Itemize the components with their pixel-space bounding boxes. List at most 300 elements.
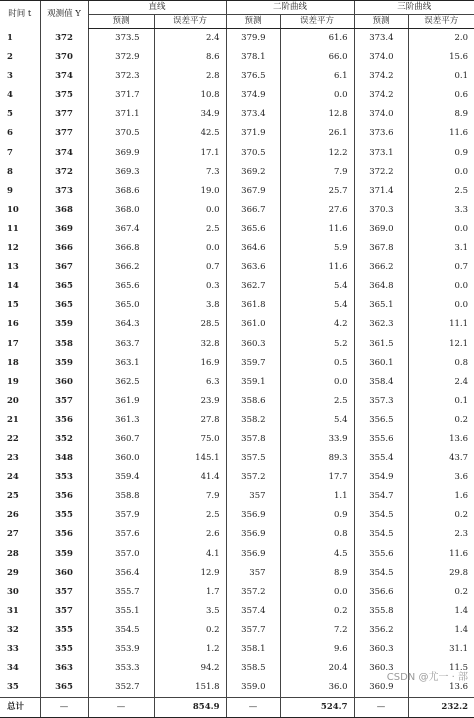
table-row — [0, 163, 474, 182]
cell-observed: 359 — [40, 354, 88, 373]
cell-err-cubic: 2.4 — [408, 373, 474, 392]
cell-err-linear: 151.8 — [154, 678, 226, 698]
cell-pred-quadratic: 357.8 — [226, 430, 280, 449]
cell-pred-linear: 357.0 — [88, 545, 154, 564]
cell-observed: 366 — [40, 239, 88, 258]
cell-pred-linear: 354.5 — [88, 621, 154, 640]
cell-err-quadratic: 7.9 — [280, 163, 354, 182]
cell-pred-cubic: 355.8 — [354, 602, 408, 621]
cell-err-cubic: 0.9 — [408, 144, 474, 163]
cell-err-linear: 1.7 — [154, 583, 226, 602]
cell-err-cubic: 11.6 — [408, 124, 474, 143]
cell-err-quadratic: 5.4 — [280, 296, 354, 315]
header-observed: 观测值 Y — [40, 1, 88, 29]
cell-err-cubic: 3.1 — [408, 239, 474, 258]
cell-err-quadratic: 0.8 — [280, 525, 354, 544]
cell-pred-quadratic: 358.1 — [226, 640, 280, 659]
cell-time: 26 — [7, 510, 19, 521]
cell-err-quadratic: 0.2 — [280, 602, 354, 621]
cell-err-quadratic: 11.6 — [280, 220, 354, 239]
cell-err-linear: 3.8 — [154, 296, 226, 315]
cell-err-quadratic: 0.0 — [280, 583, 354, 602]
cell-err-cubic: 12.1 — [408, 335, 474, 354]
cell-pred-linear: 362.5 — [88, 373, 154, 392]
cell-observed: 359 — [40, 315, 88, 334]
cell-pred-cubic: 365.1 — [354, 296, 408, 315]
cell-observed: 355 — [40, 506, 88, 525]
cell-time: 1 — [7, 32, 13, 43]
cell-pred-cubic: 356.2 — [354, 621, 408, 640]
table-row — [0, 449, 474, 468]
cell-time: 31 — [7, 605, 19, 616]
cell-observed: 372 — [40, 29, 88, 49]
cell-err-linear: 7.3 — [154, 163, 226, 182]
cell-err-linear: 2.5 — [154, 220, 226, 239]
cell-err-cubic: 0.0 — [408, 163, 474, 182]
cell-pred-quadratic: 358.6 — [226, 392, 280, 411]
total-dash-pred-linear: — — [88, 698, 154, 718]
table-row — [0, 277, 474, 296]
cell-pred-linear: 360.7 — [88, 430, 154, 449]
cell-err-linear: 16.9 — [154, 354, 226, 373]
table-row — [0, 640, 474, 659]
cell-err-linear: 8.6 — [154, 48, 226, 67]
cell-err-quadratic: 20.4 — [280, 659, 354, 678]
cell-pred-linear: 372.9 — [88, 48, 154, 67]
cell-pred-cubic: 373.1 — [354, 144, 408, 163]
cell-time: 7 — [7, 147, 13, 158]
table-row — [0, 258, 474, 277]
table-row — [0, 583, 474, 602]
cell-time: 4 — [7, 90, 13, 101]
cell-pred-cubic: 354.5 — [354, 525, 408, 544]
cell-pred-quadratic: 365.6 — [226, 220, 280, 239]
cell-time: 14 — [7, 281, 19, 292]
cell-err-cubic: 0.0 — [408, 220, 474, 239]
cell-observed: 374 — [40, 144, 88, 163]
table-header — [0, 1, 474, 29]
cell-pred-cubic: 356.6 — [354, 583, 408, 602]
cell-err-linear: 0.3 — [154, 277, 226, 296]
table-row — [0, 468, 474, 487]
watermark: CSDN @尤一 · 部 — [386, 672, 468, 683]
cell-pred-linear: 369.3 — [88, 163, 154, 182]
cell-pred-quadratic: 357.5 — [226, 449, 280, 468]
table-row — [0, 29, 474, 49]
cell-observed: 356 — [40, 411, 88, 430]
cell-pred-linear: 372.3 — [88, 67, 154, 86]
table-row — [0, 602, 474, 621]
cell-time: 8 — [7, 166, 13, 177]
cell-observed: 365 — [40, 678, 88, 698]
cell-err-linear: 19.0 — [154, 182, 226, 201]
cell-pred-cubic: 367.8 — [354, 239, 408, 258]
cell-pred-cubic: 355.6 — [354, 430, 408, 449]
cell-err-cubic: 11.5 — [408, 659, 474, 678]
cell-pred-linear: 357.9 — [88, 506, 154, 525]
cell-err-cubic: 2.5 — [408, 182, 474, 201]
cell-err-quadratic: 0.9 — [280, 506, 354, 525]
cell-err-quadratic: 33.9 — [280, 430, 354, 449]
cell-err-linear: 3.5 — [154, 602, 226, 621]
table-row — [0, 525, 474, 544]
cell-time: 30 — [7, 586, 19, 597]
cell-err-cubic: 3.3 — [408, 201, 474, 220]
table-body — [0, 29, 474, 718]
cell-err-linear: 7.9 — [154, 487, 226, 506]
cell-pred-linear: 363.7 — [88, 335, 154, 354]
cell-err-quadratic: 4.5 — [280, 545, 354, 564]
cell-err-cubic: 0.6 — [408, 86, 474, 105]
cell-err-linear: 2.4 — [154, 29, 226, 49]
cell-pred-linear: 355.1 — [88, 602, 154, 621]
cell-err-quadratic: 5.4 — [280, 411, 354, 430]
table-row — [0, 144, 474, 163]
cell-pred-cubic: 355.6 — [354, 545, 408, 564]
cell-pred-linear: 353.9 — [88, 640, 154, 659]
cell-pred-quadratic: 378.1 — [226, 48, 280, 67]
table-row — [0, 487, 474, 506]
header-pred-linear: 预测 — [88, 15, 154, 29]
cell-err-linear: 6.3 — [154, 373, 226, 392]
cell-pred-cubic: 364.8 — [354, 277, 408, 296]
total-err-quadratic: 524.7 — [280, 698, 354, 718]
cell-err-quadratic: 2.5 — [280, 392, 354, 411]
header-pred-quadratic: 预测 — [226, 15, 280, 29]
cell-err-cubic: 0.0 — [408, 296, 474, 315]
header-err-cubic: 误差平方 — [408, 15, 474, 29]
cell-err-quadratic: 25.7 — [280, 182, 354, 201]
table-row — [0, 67, 474, 86]
cell-err-cubic: 0.2 — [408, 411, 474, 430]
header-group-linear: 直线 — [88, 1, 226, 15]
cell-time: 28 — [7, 548, 19, 559]
header-err-quadratic: 误差平方 — [280, 15, 354, 29]
header-err-linear: 误差平方 — [154, 15, 226, 29]
cell-err-cubic: 11.1 — [408, 315, 474, 334]
cell-err-cubic: 31.1 — [408, 640, 474, 659]
cell-pred-quadratic: 358.2 — [226, 411, 280, 430]
cell-observed: 365 — [40, 277, 88, 296]
cell-observed: 369 — [40, 220, 88, 239]
table-row — [0, 239, 474, 258]
cell-pred-quadratic: 363.6 — [226, 258, 280, 277]
cell-err-cubic: 1.4 — [408, 602, 474, 621]
cell-pred-cubic: 354.5 — [354, 506, 408, 525]
cell-pred-cubic: 354.9 — [354, 468, 408, 487]
cell-pred-quadratic: 357.7 — [226, 621, 280, 640]
cell-observed: 355 — [40, 621, 88, 640]
cell-observed: 372 — [40, 163, 88, 182]
cell-pred-cubic: 373.6 — [354, 124, 408, 143]
cell-err-quadratic: 5.2 — [280, 335, 354, 354]
cell-err-cubic: 1.6 — [408, 487, 474, 506]
cell-err-cubic: 2.0 — [408, 29, 474, 49]
table-row — [0, 354, 474, 373]
cell-pred-cubic: 374.0 — [354, 105, 408, 124]
cell-time: 34 — [7, 663, 19, 674]
header-group-cubic: 三阶曲线 — [354, 1, 474, 15]
cell-pred-quadratic: 359.0 — [226, 678, 280, 698]
cell-time: 13 — [7, 262, 19, 273]
cell-err-linear: 17.1 — [154, 144, 226, 163]
cell-pred-linear: 355.7 — [88, 583, 154, 602]
cell-err-linear: 34.9 — [154, 105, 226, 124]
cell-err-cubic: 1.4 — [408, 621, 474, 640]
cell-observed: 357 — [40, 392, 88, 411]
cell-pred-cubic: 361.5 — [354, 335, 408, 354]
cell-pred-quadratic: 366.7 — [226, 201, 280, 220]
cell-err-linear: 10.8 — [154, 86, 226, 105]
cell-observed: 352 — [40, 430, 88, 449]
cell-err-cubic: 15.6 — [408, 48, 474, 67]
cell-pred-cubic: 360.3 — [354, 659, 408, 678]
cell-err-linear: 27.8 — [154, 411, 226, 430]
cell-observed: 363 — [40, 659, 88, 678]
cell-observed: 367 — [40, 258, 88, 277]
cell-err-cubic: 43.7 — [408, 449, 474, 468]
cell-pred-quadratic: 362.7 — [226, 277, 280, 296]
table-row — [0, 315, 474, 334]
cell-err-cubic: 29.8 — [408, 564, 474, 583]
cell-pred-cubic: 360.1 — [354, 354, 408, 373]
cell-pred-cubic: 370.3 — [354, 201, 408, 220]
cell-time: 24 — [7, 472, 19, 483]
cell-pred-linear: 371.1 — [88, 105, 154, 124]
cell-observed: 377 — [40, 105, 88, 124]
cell-pred-quadratic: 369.2 — [226, 163, 280, 182]
table-row — [0, 621, 474, 640]
cell-err-linear: 12.9 — [154, 564, 226, 583]
cell-time: 19 — [7, 376, 19, 387]
cell-err-quadratic: 11.6 — [280, 258, 354, 277]
cell-observed: 374 — [40, 67, 88, 86]
cell-err-cubic: 0.0 — [408, 277, 474, 296]
cell-err-linear: 0.0 — [154, 201, 226, 220]
table-row — [0, 296, 474, 315]
cell-time: 29 — [7, 567, 19, 578]
cell-pred-linear: 360.0 — [88, 449, 154, 468]
cell-pred-quadratic: 361.0 — [226, 315, 280, 334]
cell-pred-linear: 369.9 — [88, 144, 154, 163]
cell-time: 9 — [7, 185, 13, 196]
cell-err-quadratic: 5.4 — [280, 277, 354, 296]
table-row — [0, 48, 474, 67]
cell-observed: 359 — [40, 545, 88, 564]
cell-pred-linear: 352.7 — [88, 678, 154, 698]
table-row — [0, 373, 474, 392]
cell-pred-linear: 371.7 — [88, 86, 154, 105]
cell-observed: 358 — [40, 335, 88, 354]
total-row — [0, 698, 474, 718]
cell-pred-quadratic: 357.2 — [226, 583, 280, 602]
cell-err-linear: 0.7 — [154, 258, 226, 277]
cell-time: 12 — [7, 243, 19, 254]
cell-pred-quadratic: 356.9 — [226, 506, 280, 525]
cell-pred-cubic: 360.3 — [354, 640, 408, 659]
cell-pred-linear: 365.0 — [88, 296, 154, 315]
cell-err-linear: 2.6 — [154, 525, 226, 544]
cell-pred-linear: 368.6 — [88, 182, 154, 201]
cell-err-linear: 2.5 — [154, 506, 226, 525]
cell-pred-linear: 361.9 — [88, 392, 154, 411]
total-dash-observed: — — [40, 698, 88, 718]
table-row — [0, 411, 474, 430]
cell-err-quadratic: 12.8 — [280, 105, 354, 124]
cell-observed: 377 — [40, 124, 88, 143]
cell-err-quadratic: 17.7 — [280, 468, 354, 487]
table-row — [0, 124, 474, 143]
cell-err-linear: 1.2 — [154, 640, 226, 659]
cell-time: 32 — [7, 624, 19, 635]
cell-observed: 365 — [40, 296, 88, 315]
cell-observed: 373 — [40, 182, 88, 201]
cell-time: 10 — [7, 204, 19, 215]
cell-pred-cubic: 354.5 — [354, 564, 408, 583]
cell-err-cubic: 0.1 — [408, 67, 474, 86]
cell-err-linear: 32.8 — [154, 335, 226, 354]
cell-pred-quadratic: 371.9 — [226, 124, 280, 143]
cell-pred-quadratic: 360.3 — [226, 335, 280, 354]
cell-pred-cubic: 362.3 — [354, 315, 408, 334]
cell-err-quadratic: 61.6 — [280, 29, 354, 49]
cell-pred-linear: 366.8 — [88, 239, 154, 258]
cell-pred-quadratic: 373.4 — [226, 105, 280, 124]
cell-time: 3 — [7, 71, 13, 82]
cell-err-cubic: 0.2 — [408, 506, 474, 525]
cell-err-linear: 0.2 — [154, 621, 226, 640]
cell-time: 25 — [7, 491, 19, 502]
cell-pred-cubic: 374.2 — [354, 67, 408, 86]
cell-pred-quadratic: 379.9 — [226, 29, 280, 49]
cell-pred-cubic: 357.3 — [354, 392, 408, 411]
cell-pred-cubic: 356.5 — [354, 411, 408, 430]
table-row — [0, 86, 474, 105]
cell-err-quadratic: 26.1 — [280, 124, 354, 143]
cell-time: 18 — [7, 357, 19, 368]
cell-err-cubic: 0.2 — [408, 583, 474, 602]
cell-err-cubic: 3.6 — [408, 468, 474, 487]
cell-observed: 356 — [40, 487, 88, 506]
cell-pred-linear: 363.1 — [88, 354, 154, 373]
cell-err-quadratic: 27.6 — [280, 201, 354, 220]
total-dash-pred-cubic: — — [354, 698, 408, 718]
cell-observed: 370 — [40, 48, 88, 67]
cell-time: 16 — [7, 319, 19, 330]
cell-pred-quadratic: 357 — [226, 487, 280, 506]
cell-pred-quadratic: 374.9 — [226, 86, 280, 105]
cell-pred-linear: 353.3 — [88, 659, 154, 678]
cell-err-linear: 28.5 — [154, 315, 226, 334]
cell-time: 35 — [7, 682, 19, 693]
cell-time: 17 — [7, 338, 19, 349]
cell-pred-linear: 370.5 — [88, 124, 154, 143]
cell-pred-quadratic: 367.9 — [226, 182, 280, 201]
cell-observed: 375 — [40, 86, 88, 105]
table-row — [0, 564, 474, 583]
cell-err-quadratic: 0.0 — [280, 86, 354, 105]
cell-err-cubic: 0.8 — [408, 354, 474, 373]
table-row — [0, 182, 474, 201]
cell-pred-linear: 358.8 — [88, 487, 154, 506]
cell-pred-quadratic: 370.5 — [226, 144, 280, 163]
cell-observed: 357 — [40, 583, 88, 602]
cell-err-cubic: 0.1 — [408, 392, 474, 411]
total-dash-pred-quadratic: — — [226, 698, 280, 718]
cell-pred-quadratic: 358.5 — [226, 659, 280, 678]
table-row — [0, 430, 474, 449]
cell-err-quadratic: 0.5 — [280, 354, 354, 373]
cell-time: 22 — [7, 433, 19, 444]
cell-observed: 360 — [40, 564, 88, 583]
cell-err-linear: 23.9 — [154, 392, 226, 411]
cell-time: 11 — [7, 223, 19, 234]
cell-err-linear: 4.1 — [154, 545, 226, 564]
cell-pred-linear: 357.6 — [88, 525, 154, 544]
cell-err-quadratic: 1.1 — [280, 487, 354, 506]
header-group-quadratic: 二阶曲线 — [226, 1, 354, 15]
cell-time: 33 — [7, 644, 19, 654]
cell-err-cubic: 13.6 — [408, 678, 474, 698]
total-label: 总计 — [0, 698, 40, 718]
cell-err-cubic: 2.3 — [408, 525, 474, 544]
cell-pred-cubic: 372.2 — [354, 163, 408, 182]
cell-pred-linear: 359.4 — [88, 468, 154, 487]
cell-pred-linear: 368.0 — [88, 201, 154, 220]
cell-pred-cubic: 374.2 — [354, 86, 408, 105]
cell-err-linear: 145.1 — [154, 449, 226, 468]
cell-time: 21 — [7, 414, 19, 425]
total-err-cubic: 232.2 — [408, 698, 474, 718]
cell-err-linear: 42.5 — [154, 124, 226, 143]
cell-err-quadratic: 5.9 — [280, 239, 354, 258]
cell-pred-cubic: 369.0 — [354, 220, 408, 239]
table-row — [0, 392, 474, 411]
cell-pred-cubic: 358.4 — [354, 373, 408, 392]
cell-err-quadratic: 9.6 — [280, 640, 354, 659]
cell-err-quadratic: 4.2 — [280, 315, 354, 334]
cell-pred-cubic: 355.4 — [354, 449, 408, 468]
cell-err-quadratic: 0.0 — [280, 373, 354, 392]
cell-err-quadratic: 7.2 — [280, 621, 354, 640]
cell-observed: 360 — [40, 373, 88, 392]
cell-time: 20 — [7, 395, 19, 406]
table-row — [0, 545, 474, 564]
cell-pred-quadratic: 356.9 — [226, 545, 280, 564]
total-err-linear: 854.9 — [154, 698, 226, 718]
cell-observed: 368 — [40, 201, 88, 220]
header-time: 时间 t — [0, 1, 40, 29]
cell-err-cubic: 11.6 — [408, 545, 474, 564]
cell-pred-quadratic: 364.6 — [226, 239, 280, 258]
cell-err-quadratic: 6.1 — [280, 67, 354, 86]
cell-err-linear: 0.0 — [154, 239, 226, 258]
table-row — [0, 506, 474, 525]
cell-pred-quadratic: 357 — [226, 564, 280, 583]
cell-pred-linear: 366.2 — [88, 258, 154, 277]
cell-pred-quadratic: 357.4 — [226, 602, 280, 621]
cell-pred-cubic: 354.7 — [354, 487, 408, 506]
cell-err-quadratic: 8.9 — [280, 564, 354, 583]
cell-observed: 357 — [40, 602, 88, 621]
cell-err-cubic: 8.9 — [408, 105, 474, 124]
cell-observed: 353 — [40, 468, 88, 487]
table-row — [0, 335, 474, 354]
cell-observed: 355 — [40, 640, 88, 659]
cell-err-linear: 2.8 — [154, 67, 226, 86]
cell-err-quadratic: 89.3 — [280, 449, 354, 468]
cell-err-linear: 94.2 — [154, 659, 226, 678]
